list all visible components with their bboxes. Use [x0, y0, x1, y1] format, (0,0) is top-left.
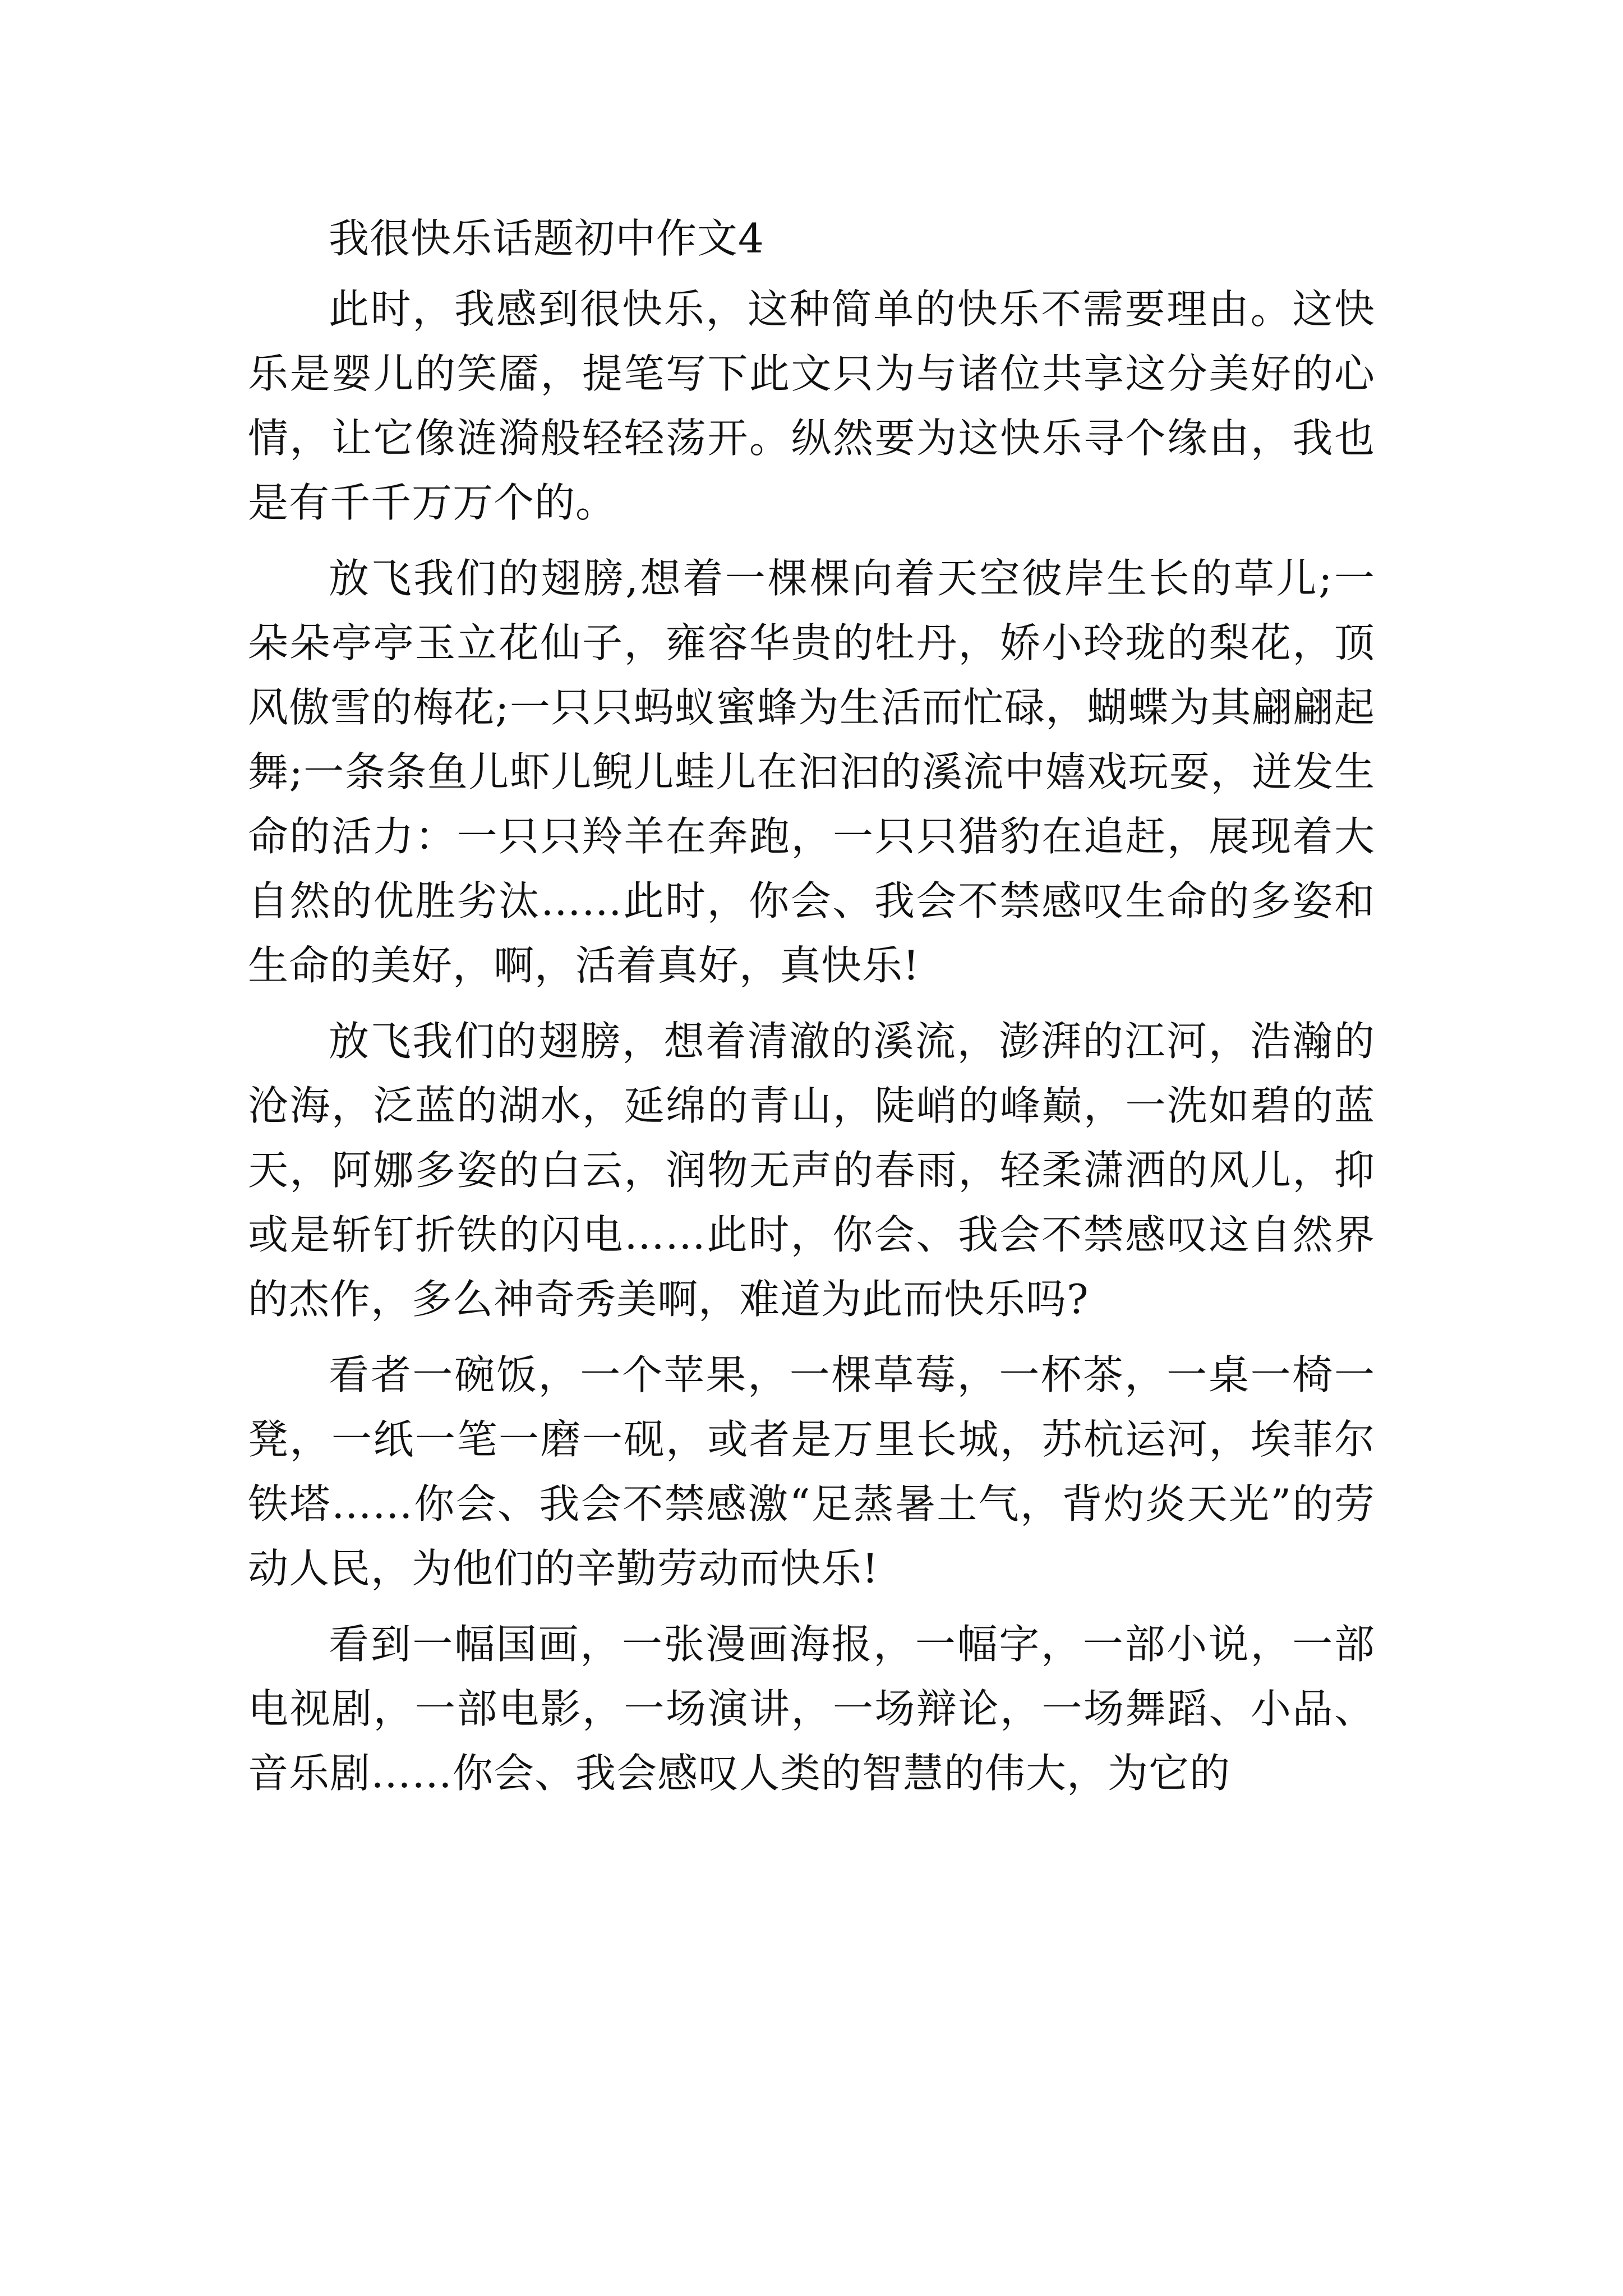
paragraph-2: 放飞我们的翅膀,想着一棵棵向着天空彼岸生长的草儿;一朵朵亭亭玉立花仙子，雍容华贵的牡丹，娇小玲珑的梨花，顶风傲雪的梅花;一只只蚂蚁蜜蜂为生活而忙碌，蝴蝶为其翩翩起舞;一条条鱼儿虾儿鲵儿蛙儿在汩汩的溪流中嬉戏玩耍，迸发生命的活力：一只只羚羊在奔跑，一只只猎豹在追赶，展现着大自然的优胜劣汰……此时，你会、我会不禁感叹生命的多姿和生命的美好，啊，活着真好，真快乐! — [248, 555, 1375, 989]
document-body — [248, 206, 1375, 1817]
document-title: 我很快乐话题初中作文4 — [329, 215, 764, 262]
paragraph-3: 放飞我们的翅膀，想着清澈的溪流，澎湃的江河，浩瀚的沧海，泛蓝的湖水，延绵的青山，陡峭的峰巅，一洗如碧的蓝天，阿娜多姿的白云，润物无声的春雨，轻柔潇洒的风儿，抑或是斩钉折铁的闪电……此时，你会、我会不禁感叹这自然界的杰作，多么神奇秀美啊，难道为此而快乐吗? — [248, 1018, 1375, 1323]
paragraph-1: 此时，我感到很快乐，这种简单的快乐不需要理由。这快乐是婴儿的笑靥，提笔写下此文只为与诸位共享这分美好的心情，让它像涟漪般轻轻荡开。纵然要为这快乐寻个缘由，我也是有千千万万个的。 — [248, 286, 1375, 526]
paragraph-5: 看到一幅国画，一张漫画海报，一幅字，一部小说，一部电视剧，一部电影，一场演讲，一场辩论，一场舞蹈、小品、音乐剧……你会、我会感叹人类的智慧的伟大，为它的 — [248, 1621, 1375, 1797]
paragraph-4: 看者一碗饭，一个苹果，一棵草莓，一杯茶，一桌一椅一凳，一纸一笔一磨一砚，或者是万里长城，苏杭运河，埃菲尔铁塔……你会、我会不禁感激“足蒸暑土气，背灼炎天光”的劳动人民，为他们的辛勤劳动而快乐! — [248, 1351, 1375, 1592]
